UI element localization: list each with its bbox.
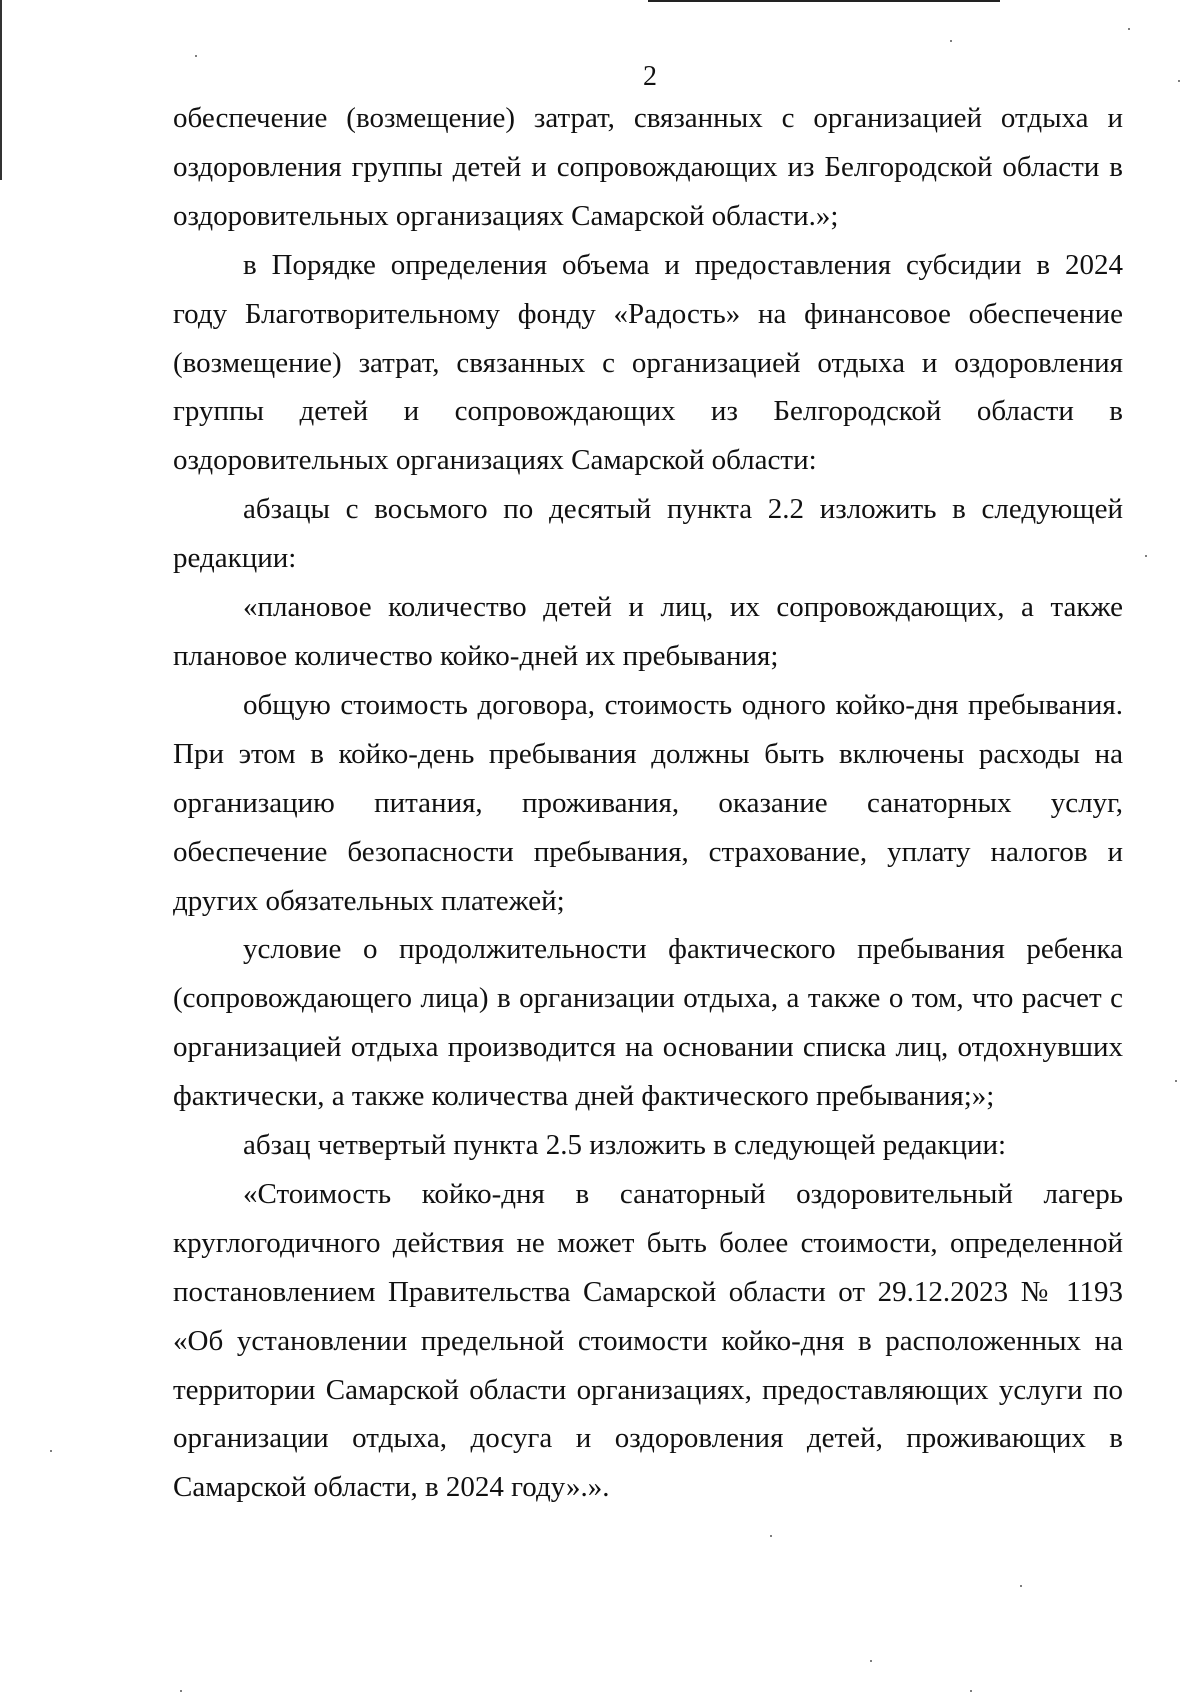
paragraph-5: общую стоимость договора, стоимость одного койко-дня пребывания. При этом в койко-день пребывания должны быть включены расходы на организацию питания, проживания, оказание санаторных услуг, обеспечение безопасности пребывания, страхование, уплату налогов и других обязательных платежей; <box>173 688 1123 917</box>
scan-speck <box>195 55 197 57</box>
paragraph-6: условие о продолжительности фактического пребывания ребенка (сопровождающего лица) в организации отдыха, а также о том, что расчет с организацией отдыха производится на основании списка лиц, отдохнувших фактически, а также количества дней фактического пребывания;»; <box>173 933 1123 1113</box>
scan-speck <box>50 1450 52 1452</box>
top-edge-line <box>648 0 1000 2</box>
paragraph-4: «плановое количество детей и лиц, их сопровождающих, а также плановое количество койко-дней их пребывания; <box>173 591 1123 672</box>
scan-speck <box>180 1690 182 1692</box>
paragraph-3: абзацы с восьмого по десятый пункта 2.2 изложить в следующей редакции: <box>173 493 1123 575</box>
scan-speck <box>1175 1080 1177 1082</box>
document-body <box>173 94 1123 1512</box>
paragraph-2: в Порядке определения объема и предоставления субсидии в 2024 году Благотворительному фонду «Радость» на финансовое обеспечение (возмещение) затрат, связанных с организацией отдыха и оздоровления группы детей и сопровождающих из Белгородской области в оздоровительных организациях Самарской области: <box>173 248 1123 477</box>
scan-speck <box>950 40 952 42</box>
scan-speck <box>870 1660 872 1662</box>
scan-speck <box>770 1535 772 1537</box>
scan-speck <box>1020 1585 1022 1587</box>
page-number: 2 <box>643 61 657 92</box>
scan-speck <box>1128 28 1130 30</box>
scan-speck <box>1178 80 1180 82</box>
paragraph-7: абзац четвертый пункта 2.5 изложить в следующей редакции: <box>243 1129 1007 1162</box>
scan-speck <box>970 1690 972 1692</box>
paragraph-8: «Стоимость койко-дня в санаторный оздоровительный лагерь круглогодичного действия не может быть более стоимости, определенной постановлением Правительства Самарской области от 29.12.2023 № 1193 «Об установлении предельной стоимости койко-дня в расположенных на территории Самарской области организациях, предоставляющих услуги по организации отдыха, досуга и оздоровления детей, проживающих в Самарской области, в 2024 году».». <box>173 1177 1123 1504</box>
paragraph-1: обеспечение (возмещение) затрат, связанных с организацией отдыха и оздоровления группы детей и сопровождающих из Белгородской области в оздоровительных организациях Самарской области.»; <box>173 102 1123 232</box>
scan-speck <box>1145 555 1147 557</box>
